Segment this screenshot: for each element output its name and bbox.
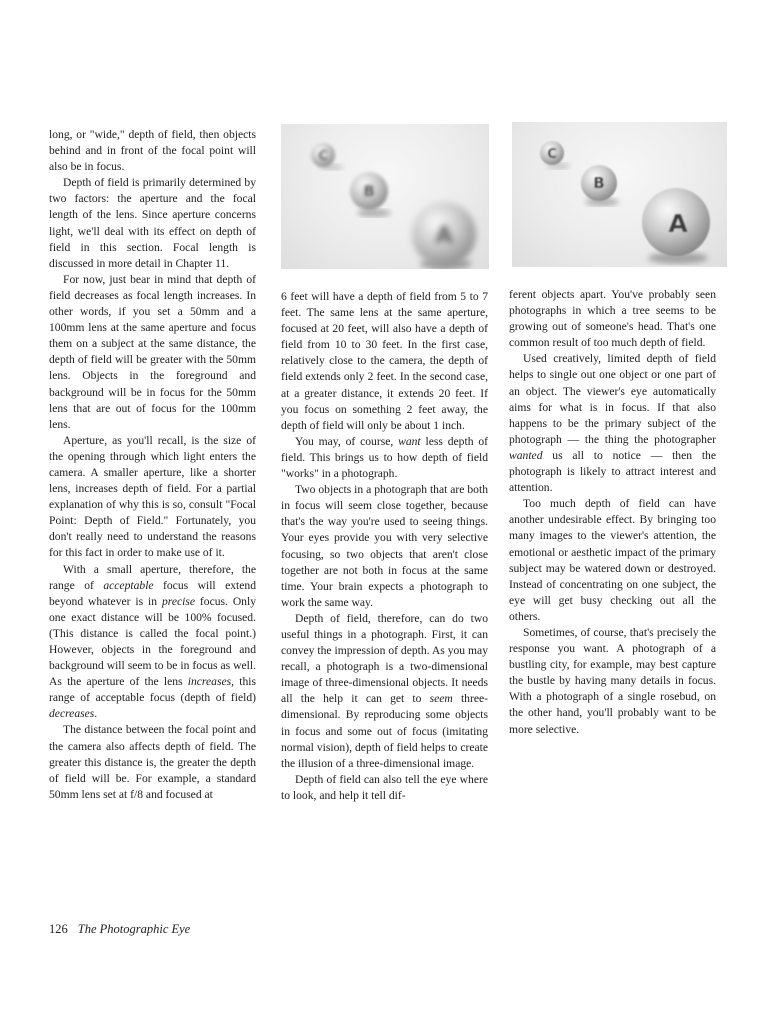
ball-c-label: C bbox=[318, 149, 328, 164]
paragraph: The distance between the focal point and the camera also affects depth of field. The greater this distance is, the greater the depth of field will be. For example, a standard 50mm lens set at f/8 and focused at bbox=[49, 723, 256, 801]
depth-of-field-photo-1 bbox=[281, 124, 489, 269]
text-run: less depth of field. This brings us to how depth of field "works" in a photograph. bbox=[281, 434, 488, 481]
text-run: us all to notice — then the photograph is likely to attract interest and attention. bbox=[509, 448, 716, 495]
depth-of-field-photo-2 bbox=[512, 122, 727, 267]
page-footer bbox=[49, 922, 190, 937]
paragraph: For now, just bear in mind that depth of field decreases as focal length increases. In other words, if you set a 50mm and a 100mm lens at the same aperture and focus them on a subject at the same distance, the depth of field will be greater with the 50mm lens. Objects in the foreground and background will be in focus for the 50mm lens that are out of focus for the 100mm lens. bbox=[49, 272, 256, 431]
paragraph: ferent objects apart. You've probably seen photographs in which a tree seems to be growing out of someone's head. That's one common result of too much depth of field. bbox=[509, 288, 716, 350]
emphasis: acceptable bbox=[103, 578, 154, 592]
text-run: three-dimensional. By reproducing some objects in focus and some out of focus (imitating normal vision), depth of field helps to create the illusion of a three-dimensional image. bbox=[281, 692, 488, 770]
paragraph: Depth of field is primarily determined by two factors: the aperture and the focal length of the lens. Since aperture concerns light, we'll deal with its effect on depth of field in this section. Focal length is discussed in more detail in Chapter 11. bbox=[49, 176, 256, 270]
emphasis: increases bbox=[187, 675, 232, 689]
paragraph bbox=[509, 351, 716, 496]
text-run: With a small aperture, therefore, the range of bbox=[49, 562, 256, 592]
page-number: 126 bbox=[49, 922, 68, 936]
ball-a-label: A bbox=[668, 209, 688, 238]
text-run: Depth of field, therefore, can do two useful things in a photograph. First, it can convey the impression of depth. As you may recall, a photograph is a two-dimensional image of three-dimensional objects. It needs all the help it can get to bbox=[281, 611, 488, 706]
paragraph: long, or "wide," depth of field, then objects behind and in front of the focal point will also be in focus. bbox=[49, 128, 256, 174]
ball-a-label: A bbox=[434, 221, 454, 249]
text-column-1 bbox=[49, 127, 256, 803]
text-run: You may, of course, bbox=[295, 434, 399, 448]
paragraph: 6 feet will have a depth of field from 5 to 7 feet. The same lens at the same aperture, focused at 20 feet, will also have a depth of field from 10 to 30 feet. In the first case, relatively close to the camera, the depth of field extends only 2 feet. In the second case, at a greater distance, it extends 20 feet. If you focus on something 2 feet away, the depth of field will only be about 1 inch. bbox=[281, 290, 488, 432]
emphasis: seem bbox=[429, 692, 453, 706]
paragraph: Depth of field can also tell the eye where to look, and help it tell dif- bbox=[281, 772, 488, 802]
paragraph: Aperture, as you'll recall, is the size of the opening through which light enters the camera. A smaller aperture, like a shorter lens, increases depth of field. For a partial explanation of why this is so, consult "Focal Point: Depth of Field." Fortunately, you don't really need to understand the reasons for this fact in order to make use of it. bbox=[49, 433, 256, 560]
text-run: Used creatively, limited depth of field helps to single out one object or one part of an object. The viewer's eye automatically aims for what is in focus. If that also happens to be the primary subject of the photograph — the thing the photographer bbox=[509, 352, 716, 446]
ball-b-label: B bbox=[363, 182, 375, 200]
paragraph bbox=[281, 611, 488, 772]
ball-b-label: B bbox=[593, 174, 605, 192]
paragraph: Sometimes, of course, that's precisely the response you want. A photograph of a bustling city, for example, may best capture the bustle by having many details in focus. With a photograph of a single rosebud, on the other hand, you'll probably want to be more selective. bbox=[509, 625, 716, 736]
text-run: focus will extend beyond whatever is in bbox=[49, 578, 257, 608]
emphasis: wanted bbox=[509, 448, 543, 462]
text-run: focus. Only one exact distance will be 100% focused. (This distance is called the focal point.) However, objects in the foreground and background will seem to be in focus as well. As the aperture of the lens bbox=[49, 594, 257, 689]
emphasis: decreases bbox=[49, 707, 95, 721]
ball-c-label: C bbox=[547, 147, 557, 162]
text-column-2 bbox=[281, 289, 488, 804]
emphasis: precise bbox=[161, 594, 196, 608]
book-title: The Photographic Eye bbox=[77, 922, 191, 936]
paragraph bbox=[281, 434, 488, 482]
paragraph: Too much depth of field can have another undesirable effect. By bringing too many images to the viewer's attention, the emotional or aesthetic impact of the primary subject may be watered down or destroyed. Instead of concentrating on one subject, the eye will get busy checking out all the others. bbox=[509, 497, 716, 623]
emphasis: want bbox=[398, 434, 421, 448]
paragraph bbox=[49, 562, 256, 723]
text-column-3 bbox=[509, 287, 716, 738]
text-run: . bbox=[94, 707, 98, 721]
paragraph: Two objects in a photograph that are both in focus will seem close together, because that's the way you're used to seeing things. Your eyes provide you with very selective focusing, so two objects that aren't close together are not both in focus at the same time. Your brain expects a photograph to work the same way. bbox=[281, 483, 488, 609]
text-run: , this range of acceptable focus (depth of field) bbox=[49, 675, 256, 705]
